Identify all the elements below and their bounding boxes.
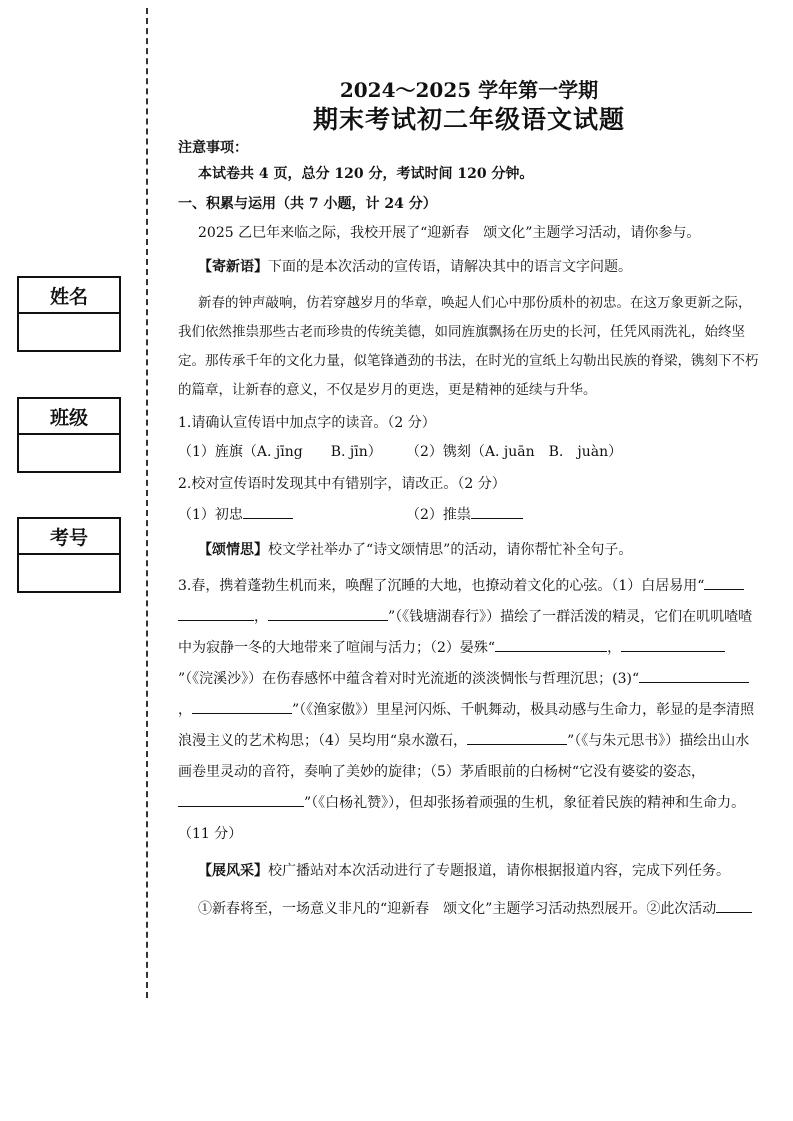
answer-blank[interactable] [716,897,752,913]
class-box [17,397,121,473]
answer-blank[interactable] [495,636,607,652]
report-text: ①新春将至，一场意义非凡的“迎新春 颂文化”主题学习活动热烈展开。②此次活动 [198,901,717,917]
name-box [17,276,121,352]
sub-task-text: 校文学社举办了“诗文颂情思”的活动，请你帮忙补全句子。 [268,542,633,558]
sub-task-tag: 【颂情思】 [198,542,268,558]
term-title: 2024～2025 学年第一学期 [339,78,599,102]
answer-blank[interactable] [471,503,523,519]
exam-title: 期末考试初二年级语文试题 [312,105,625,134]
sub-task-new-words [178,254,760,282]
exam-number-label: 考号 [19,519,119,555]
question-3-part-1: 3.春，携着蓬勃生机而来，唤醒了沉睡的大地，也撩动着文化的心弦。（1）白居易用“ [178,577,705,594]
answer-blank[interactable] [467,729,567,745]
question-2-item-2 [406,503,523,525]
question-1-option-2: （2）镌刻（A. juān B. juàn） [406,444,623,460]
question-3-part-3: （《浣溪沙》）在伤春感怀中蕴含着对时光流逝的淡淡惆怅与哲理沉思；(3)“ [185,670,640,687]
notice-heading: 注意事项： [178,140,248,156]
answer-blank[interactable] [243,503,293,519]
answer-blank[interactable] [621,636,725,652]
question-2-stem: 2.校对宣传语时发现其中有错别字，请改正。（2 分） [178,476,506,492]
question-3-part-6: ”（《白杨礼赞》），但却张扬着顽强的生机，象征着民族的精神和生命力。（11 分） [178,794,746,842]
section-1-intro: 2025 乙巳年来临之际，我校开展了“迎新春 颂文化”主题学习活动，请你参与。 [198,225,701,241]
answer-blank[interactable] [192,698,292,714]
broadcast-report [178,895,760,923]
question-2-options [178,503,760,525]
binding-cut-line [146,8,148,998]
section-1-title: 一、积累与运用（共 7 小题，计 24 分） [178,196,437,212]
question-1-options [178,442,760,462]
sub-task-text: 校广播站对本次活动进行了专题报道，请你根据报道内容，完成下列任务。 [268,862,730,879]
promo-passage: 新春的钟声敲响，仿若穿越岁月的华章，唤起人们心中那份质朴的初忠。在这万象更新之际，我们依然推祟那些古老而珍贵的传统美德，如同旌旗飘扬在历史的长河，任凭风雨洗礼，始终坚定。那传承千年的文化力量，似笔锋遒劲的书法，在时光的宣纸上勾勒出民族的脊梁，镌刻下不朽的篇章，让新春的意义，不仅是岁月的更迭，更是精神的延续与升华。 [178,295,759,398]
class-label: 班级 [19,399,119,435]
sub-task-text: 下面的是本次活动的宣传语，请解决其中的语言文字问题。 [268,258,632,275]
question-2-item-1 [178,503,406,525]
name-label: 姓名 [19,278,119,314]
sub-task-tag: 【寄新语】 [198,258,268,275]
exam-content [178,72,760,923]
sub-task-poems [178,537,760,565]
answer-blank[interactable] [178,605,254,621]
exam-number-box [17,517,121,593]
answer-blank[interactable] [704,574,744,590]
notice-text: 本试卷共 4 页，总分 120 分，考试时间 120 分钟。 [198,166,534,182]
question-1-option-1: （1）旌旗（A. jīng B. jīn） [178,444,382,460]
sub-task-showcase [178,858,760,886]
sub-task-tag: 【展风采】 [198,862,268,879]
question-3: 3.春，携着蓬勃生机而来，唤醒了沉睡的大地，也撩动着文化的心弦。（1）白居易用“ ， ”（《钱塘湖春行》）描绘了一群活泼的精灵，它们在叽叽喳喳中为寂静一冬的大地带来了喧闹与活力；（2）晏殊“ ，”（《浣溪沙》）在伤春感怀中蕴含着对时光流逝的淡淡惆怅与哲理沉思；(3)“， ”（《渔家傲》）里星河闪烁、千帆舞动，极具动感与生命力，彰显的是李清照浪漫主义的艺术构思；（4）吴均用“泉水激石， ”（《与朱元思书》）描绘出山水画卷里灵动的音符，奏响了美妙的旋律；（5）茅盾眼前的白杨树“它没有婆娑的姿态，”（《白杨礼赞》），但却张扬着顽强的生机，象征着民族的精神和生命力。（11 分） [178,571,760,850]
answer-blank[interactable] [268,605,388,621]
question-1-stem: 1.请确认宣传语中加点字的读音。（2 分） [178,415,436,431]
answer-blank[interactable] [178,791,304,807]
answer-blank[interactable] [639,667,749,683]
question-2-item-1-label: （1）初忠 [178,507,243,523]
question-3-part-2: ”（《钱塘湖春行》）描绘了一群活泼的精灵，它们在叽叽喳喳中为寂静一冬的大地带来了喧闹与活力；（2）晏殊“ [178,608,753,656]
question-3-part-5: ”（《与朱元思书》）描绘出山水画卷里灵动的音符，奏响了美妙的旋律；（5）茅盾眼前的白杨树“它没有婆娑的姿态， [178,732,750,780]
question-2-item-2-label: （2）推祟 [406,507,471,523]
question-3-part-4: ”（《渔家傲》）里星河闪烁、千帆舞动，极具动感与生命力，彰显的是李清照浪漫主义的艺术构思；（4）吴均用“泉水激石， [178,701,755,749]
